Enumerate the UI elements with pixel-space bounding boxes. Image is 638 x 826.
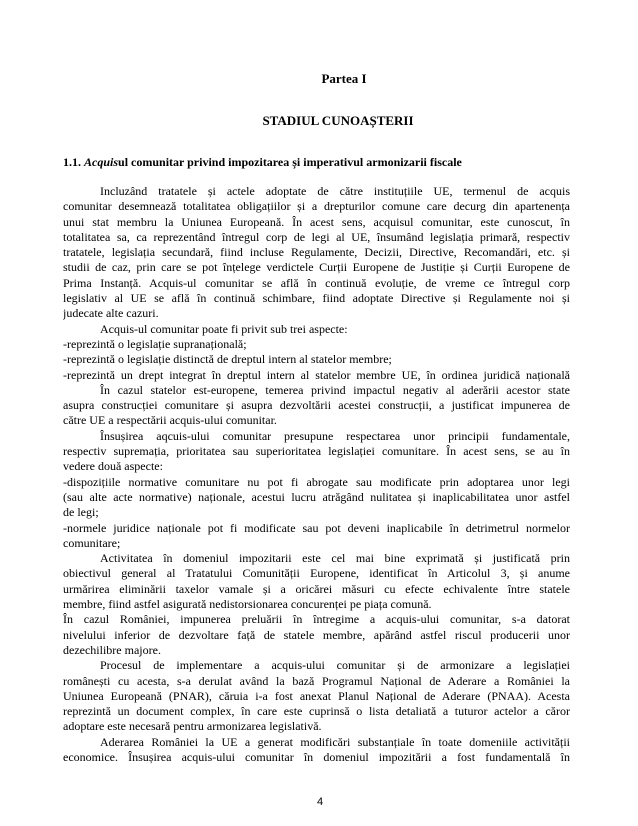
body-line: reprezintă un document complex, în care este cuprinsă o lista detaliată a tuturor actelor a căror [63,704,570,719]
body-text [63,184,570,765]
body-line: respectiv supremația, prioritatea sau superioritatea legislației comunitare. În acest sens, se au în [63,444,570,459]
body-line: În cazul statelor est-europene, temerea privind impactul negativ al aderării acestor state [100,382,570,397]
section-heading [63,155,583,170]
part-title: Partea I [321,71,367,86]
section-title-italic: Acquis [84,155,119,169]
body-line: -dispozițiile normative comunitare nu pot fi abrogate sau modificate prin adoptarea unor legi [63,474,570,489]
body-line: urmărirea eliminării taxelor vamale și a oricărei măsuri cu efecte echivalente între statele [63,581,570,596]
body-line: totalitatea sa, ca reprezentând întregul corp de legi al UE, însumând legislația primară, respectiv [63,229,570,244]
page-number: 4 [316,796,324,808]
body-line: nivelului inferior de dezvoltare față de statele membre, apărând astfel riscul producerii unor [63,627,570,642]
body-line: românești cu acesta, s-a derulat având la bază Programul Național de Aderare a României la [63,673,570,688]
body-line: vedere două aspecte: [63,459,163,474]
body-line: tratatele, legislația secundară, fiind incluse Regulamente, Decizii, Directive, Recomandări, etc. și [63,245,570,260]
body-line: -reprezintă un drept integrat în dreptul intern al statelor membre UE, în ordinea juridică națională [63,367,570,382]
body-line: de legi; [63,505,99,520]
body-line: Incluzând tratatele și actele adoptate de către instituțiile UE, termenul de acquis [100,184,570,198]
body-line: economice. Însușirea acquis-ului comunitar în domeniul impozitării a fost fundamentală în [63,749,570,764]
section-number: 1.1. [63,155,81,169]
chapter-title: STADIUL CUNOAȘTERII [262,113,414,128]
section-title-rest: ul comunitar privind impozitarea și imperativul armonizarii fiscale [118,155,462,169]
body-line: judecate alte cazuri. [63,306,159,321]
body-line: Procesul de implementare a acquis-ului comunitar și de armonizare a legislației [100,658,570,673]
body-line: Însușirea aqcuis-ului comunitar presupune respectarea unor principii fundamentale, [100,428,570,443]
body-line: (sau alte acte normative) naționale, acestui lucru atrăgând nulitatea și inaplicabilitatea unor astfel [63,489,570,504]
body-line: obiectivul general al Tratatului Comunității Europene, identificat în Articolul 3, și anume [63,566,570,581]
body-line: asupra construcției comunitare și asupra dezvoltării acestei construcții, a justificat impunerea de [63,398,570,413]
body-line: -reprezintă o legislație distinctă de dreptul intern al statelor membre; [63,352,392,367]
body-line: Acquis-ul comunitar poate fi privit sub trei aspecte: [100,321,348,336]
body-line: Activitatea în domeniul impozitarii este cel mai bine exprimată și justificată prin [100,551,570,566]
body-line: Prima Instanță. Acquis-ul comunitar se află în continuă evoluție, de vreme ce întregul corp [63,275,570,290]
body-line: comunitar desemnează totalitatea obligațiilor și a drepturilor comune care decurg din apartenența [63,199,570,214]
body-line: -normele juridice naționale pot fi modificate sau pot deveni inaplicabile în detrimetrul normelor [63,520,570,535]
body-line: În cazul României, impunerea preluării în întregime a acquis-ului comunitar, s-a datorat [63,612,570,627]
body-line: legislativ al UE se află în continuă schimbare, fiind adoptate Directive și Regulamente noi și [63,291,570,306]
body-line: Uniunea Europeană (PNAR), căruia i-a fost anexat Planul Național de Aderare (PNAA). Acesta [63,688,570,703]
body-line: Aderarea României la UE a generat modificări substanțiale în toate domeniile activității [100,734,570,749]
body-line: dezechilibre majore. [63,642,161,657]
body-line: unui stat membru la Uniunea Europeană. În acest sens, acquisul comunitar, este cunoscut, în [63,214,570,229]
body-line: membre, fiind astfel asigurată nedistorsionarea concurenței pe piața comună. [63,597,432,612]
body-line: comunitare; [63,535,121,550]
body-line: către UE a respectării acquis-ului comunitar. [63,413,277,428]
body-line: adoptare este necesară pentru armonizarea legislativă. [63,719,322,734]
body-line: studii de caz, prin care se pot înțelege verdictele Curții Europene de Justiție și Curții Europene de [63,260,570,275]
body-line: -reprezintă o legislație supranațională; [63,336,247,351]
